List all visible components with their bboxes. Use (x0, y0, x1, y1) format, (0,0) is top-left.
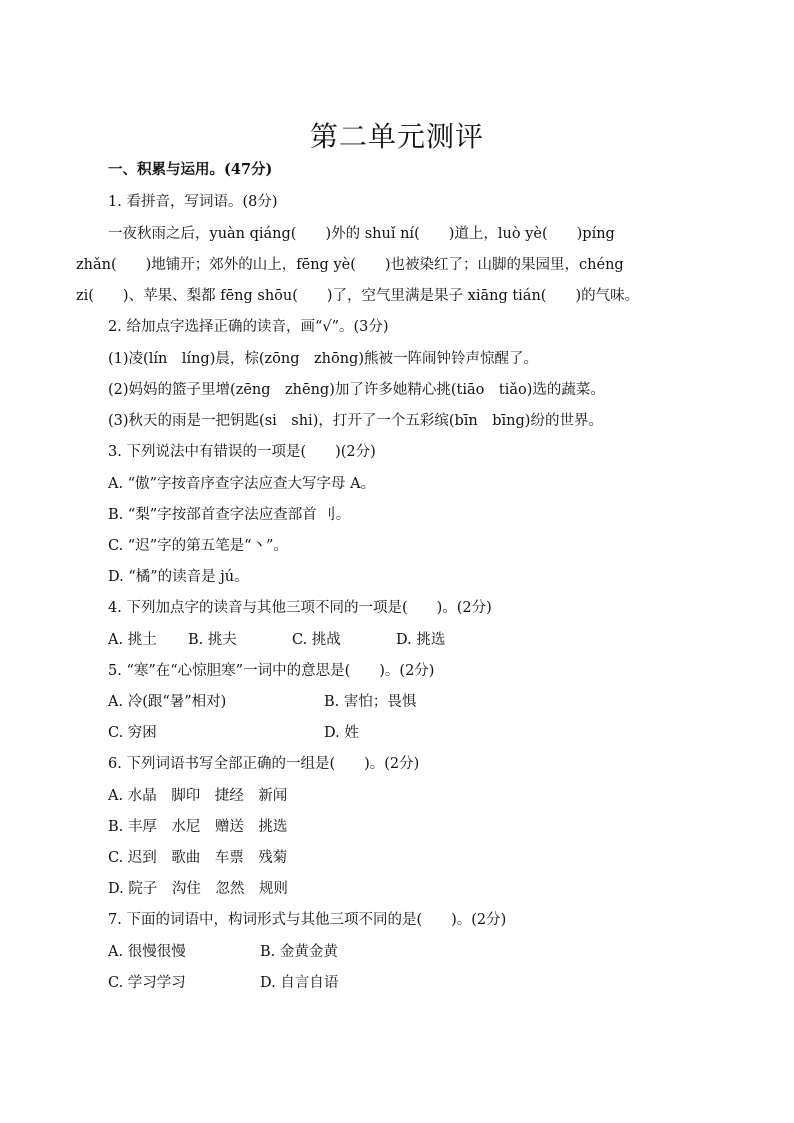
question-2-stem: 2. 给加点字选择正确的读音，画“√”。(3分) (108, 319, 389, 335)
question-4-option: C. 挑战 (292, 632, 341, 648)
question-7-option: A. 很慢很慢 (108, 944, 186, 960)
question-3-stem: 3. 下列说法中有错误的一项是( )(2分) (108, 444, 376, 460)
question-5-option: A. 冷(跟“暑”相对) (108, 694, 227, 710)
question-4-options (108, 633, 445, 648)
question-4-option: B. 挑夫 (188, 632, 237, 648)
question-5-options-row (108, 695, 416, 710)
question-4-option: A. 挑土 (108, 632, 157, 648)
question-3-option: C. “迟”字的第五笔是“丶”。 (108, 538, 288, 554)
question-6-option: C. 迟到 歌曲 车票 残菊 (108, 850, 288, 866)
question-4-stem: 4. 下列加点字的读音与其他三项不同的一项是( )。(2分) (108, 600, 492, 616)
question-6-option: A. 水晶 脚印 捷经 新闻 (108, 788, 288, 804)
question-6-option: D. 院子 沟住 忽然 规则 (108, 881, 288, 897)
question-5-options-row (108, 726, 359, 741)
question-2-item: (3)秋天的雨是一把钥匙(si shi)，打开了一个五彩缤(bīn bīng)纷的世界。 (108, 413, 603, 429)
question-3-option: A. “傲”字按音序查字法应查大写字母 A。 (108, 476, 376, 492)
question-3-option: D. “橘”的读音是 jú。 (108, 569, 249, 585)
question-2-item: (2)妈妈的篮子里增(zēng zhēng)加了许多她精心挑(tiāo tiǎo)选的蔬菜。 (108, 382, 605, 398)
question-1-stem: 1. 看拼音，写词语。(8分) (108, 194, 278, 210)
question-6-option: B. 丰厚 水尼 赠送 挑选 (108, 819, 288, 835)
page-title: 第二单元测评 (309, 120, 484, 153)
question-7-option: D. 自言自语 (260, 975, 339, 991)
question-1-text-line: zhǎn( )地铺开；郊外的山上，fēng yè( )也被染红了；山脚的果园里，chéng (76, 257, 624, 273)
question-7-options-row (108, 945, 338, 960)
question-5-option: C. 穷困 (108, 725, 157, 741)
question-5-stem: 5. “寒”在“心惊胆寒”一词中的意思是( )。(2分) (108, 663, 435, 679)
question-1-text-line: 一夜秋雨之后，yuàn qiáng( )外的 shuǐ ní( )道上，luò yè( )píng (108, 226, 615, 242)
question-7-option: B. 金黄金黄 (260, 944, 338, 960)
question-3-option: B. “梨”字按部首查字法应查部首 刂。 (108, 507, 351, 523)
question-7-stem: 7. 下面的词语中，构词形式与其他三项不同的是( )。(2分) (108, 912, 507, 928)
question-2-item: (1)凌(lín líng)晨，棕(zōng zhōng)熊被一阵闹钟铃声惊醒了。 (108, 351, 538, 367)
question-5-option: D. 姓 (324, 725, 359, 741)
question-1-text-line: zi( )、苹果、梨都 fēng shōu( )了，空气里满是果子 xiāng tián( )的气味。 (76, 288, 640, 304)
question-5-option: B. 害怕；畏惧 (324, 694, 417, 710)
question-7-option: C. 学习学习 (108, 975, 186, 991)
section-heading: 一、积累与运用。(47分) (108, 161, 273, 178)
question-6-stem: 6. 下列词语书写全部正确的一组是( )。(2分) (108, 756, 420, 772)
question-7-options-row (108, 976, 338, 991)
question-4-option: D. 挑选 (396, 632, 446, 648)
